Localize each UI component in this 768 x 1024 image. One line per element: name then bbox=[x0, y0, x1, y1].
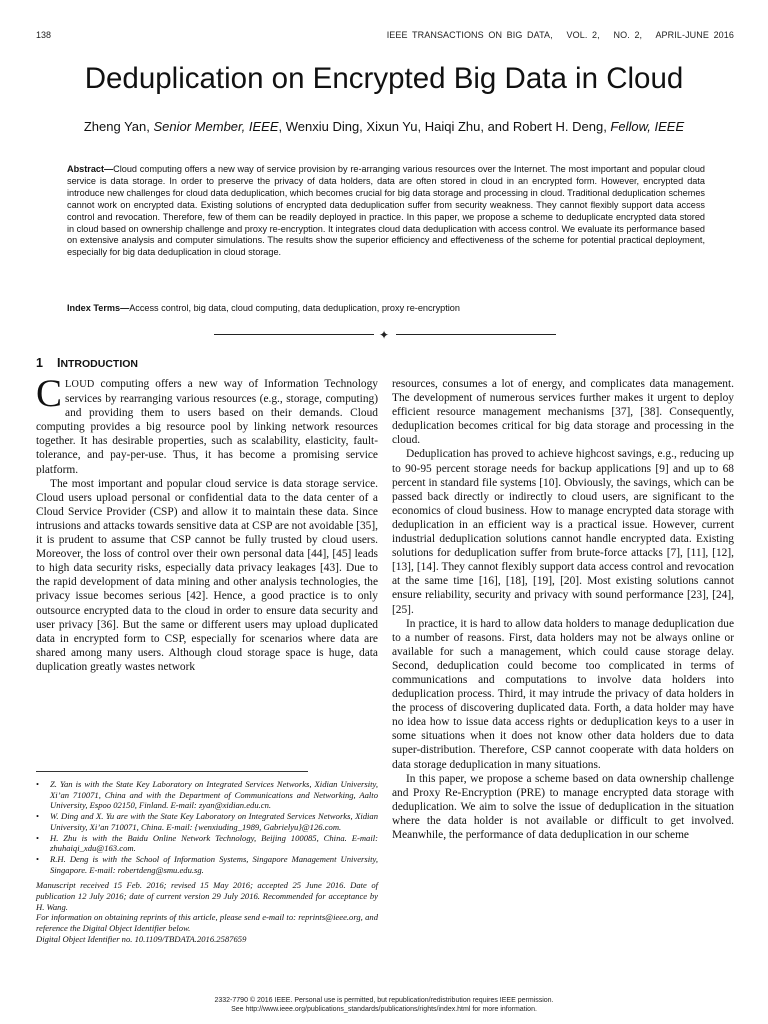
paragraph-text: computing offers a new way of Information Technology services by rearranging various resources (e.g., storage, computing) and providing them to users based on their demands. Cloud computing provides a big resource pool by linking network resources together. It has desirable properties, such as scalability, elasticity, fault-tolerance, and pay-per-use. Thus, it has become a promising service platform. bbox=[36, 378, 378, 476]
doi-line: Digital Object Identifier no. 10.1109/TBDATA.2016.2587659 bbox=[36, 933, 247, 944]
bullet-icon: • bbox=[36, 832, 40, 843]
footnote-text: H. Zhu is with the Baidu Online Network Technology, Beijing 100085, China. E-mail: zhuhaiqi_xdu@163.com. bbox=[50, 832, 378, 854]
rights-url-line: See http://www.ieee.org/publications_standards/publications/rights/index.html for more information. bbox=[231, 1006, 537, 1013]
body-column-right bbox=[392, 377, 734, 842]
manuscript-history: Manuscript received 15 Feb. 2016; revised 15 May 2016; accepted 25 June 2016. Date of publication 12 July 2016; date of current version 29 July 2016. Recommended for acceptance by H. Wang. bbox=[36, 880, 378, 912]
reprints-note: For information on obtaining reprints of this article, please send e-mail to: reprints@ieee.org, and reference the Digital Object Identifier below. bbox=[36, 912, 378, 934]
paragraph bbox=[36, 372, 378, 477]
paper-title: Deduplication on Encrypted Big Data in Cloud bbox=[84, 62, 684, 95]
paragraph: The most important and popular cloud service is data storage service. Cloud users upload personal or confidential data to the data center of a Cloud Service Provider (CSP) and allow it to maintain these data. Since intrusions and attacks towards sensitive data at CSP are not avoidable [35], it is prudent to assume that CSP cannot be fully trusted by cloud users. Moreover, the loss of control over their own personal data [44], [45] leads to high data security risks, especially data privacy leakages [43]. Due to the rapid development of data mining and other analysis technologies, the privacy issue becomes serious [42]. Hence, a good practice is to only outsource encrypted data to the cloud in order to ensure data security and user privacy [36]. But the same or different users may upload duplicated data in encrypted form to CSP, especially for scenarios where data are shared among many users. Although cloud storage space is huge, data duplication greatly wastes network bbox=[36, 477, 378, 673]
copyright-footer bbox=[0, 996, 768, 1014]
index-terms bbox=[67, 302, 705, 314]
footnote-affiliation bbox=[36, 779, 378, 811]
index-terms-label: Index Terms— bbox=[67, 303, 130, 313]
author-1-role: Senior Member, IEEE bbox=[153, 119, 279, 134]
author-list bbox=[0, 119, 768, 134]
footnote-rule bbox=[36, 771, 308, 772]
footnotes bbox=[36, 779, 378, 945]
divider-diamond-icon: ✦ bbox=[379, 328, 390, 342]
paragraph: In practice, it is hard to allow data holders to manage deduplication due to a number of reasons. First, data holders may not be always online or available for such a management, which could cause storage delay. Second, deduplication could become too complicated in terms of communications and computations to involve data holders into deduplication process. Third, it may intrude the privacy of data holders in the process of discovering duplicated data. Forth, a data holder may have no idea how to issue data access rights or deduplication keys to a user in some situations when it does not know other data holders due to data super-distribution. Therefore, CSP cannot cooperate with data holders on data storage deduplication in many situations. bbox=[392, 617, 734, 771]
copyright-line: 2332-7790 © 2016 IEEE. Personal use is permitted, but republication/redistribution requires IEEE permission. bbox=[214, 997, 554, 1004]
bullet-icon: • bbox=[36, 779, 40, 789]
page-number: 138 bbox=[36, 30, 52, 40]
running-header: IEEE TRANSACTIONS ON BIG DATA, VOL. 2, NO. 2, APRIL-JUNE 2016 bbox=[386, 30, 734, 40]
section-number: 1 bbox=[36, 356, 43, 370]
footnote-text: Z. Yan is with the State Key Laboratory on Integrated Services Networks, Xidian University, Xi’an 710071, China and with the Department of Communications and Networking, Aalto University, Espoo 02150, Finland. E-mail: zyan@xidian.edu.cn. bbox=[50, 779, 378, 811]
paragraph: In this paper, we propose a scheme based on data ownership challenge and Proxy Re-Encryption (PRE) to manage encrypted data storage with deduplication. We aim to solve the issue of deduplication in the situation where the data holder is not available or difficult to get involved. Meanwhile, the performance of data deduplication in our scheme bbox=[392, 772, 734, 841]
footnote-text: R.H. Deng is with the School of Information Systems, Singapore Management University, Singapore. E-mail: robertdeng@smu.edu.sg. bbox=[50, 853, 378, 875]
body-column-left bbox=[36, 372, 378, 674]
author-5-role: Fellow, IEEE bbox=[610, 119, 685, 134]
bullet-icon: • bbox=[36, 853, 40, 864]
section-heading bbox=[36, 356, 138, 370]
author-1: Zheng Yan, bbox=[83, 119, 154, 134]
section-title-rest: NTRODUCTION bbox=[60, 358, 139, 370]
drop-cap: C bbox=[36, 372, 63, 415]
bullet-icon: • bbox=[36, 811, 40, 822]
section-divider bbox=[214, 329, 556, 341]
section-title-initial: I bbox=[56, 356, 61, 370]
smallcaps-word: LOUD bbox=[65, 379, 95, 390]
abstract-text: Cloud computing offers a new way of service provision by re-arranging various resources over the Internet. The most important and popular cloud service is data storage. In order to preserve the privacy of data holders, data are often stored in cloud in an encrypted form. However, encrypted data introduce new challenges for cloud data deduplication, which becomes crucial for big data storage and processing in cloud. Traditional deduplication schemes cannot work on encrypted data. Existing solutions of encrypted data deduplication suffer from security weakness. They cannot flexibly support data access control and revocation. Therefore, few of them can be readily deployed in practice. In this paper, we propose a scheme to deduplicate encrypted data stored in cloud based on ownership challenge and proxy re-encryption. It integrates cloud data deduplication with access control. We evaluate its performance based on extensive analysis and computer simulations. The results show the superior efficiency and effectiveness of the scheme for potential practical deployment, especially for big data deduplication in cloud storage. bbox=[67, 164, 705, 258]
abstract-label: Abstract— bbox=[67, 164, 114, 174]
abstract bbox=[67, 164, 705, 259]
footnote-affiliation bbox=[36, 833, 378, 854]
footnote-affiliation bbox=[36, 854, 378, 875]
footnote-affiliation bbox=[36, 811, 378, 832]
divider-line-left bbox=[214, 334, 374, 335]
paragraph: Deduplication has proved to achieve highcost savings, e.g., reducing up to 90-95 percent storage needs for backup applications [9] and up to 68 percent in standard file systems [10]. Obviously, the savings, which can be passed back directly or indirectly to cloud users, are significant to the economics of cloud business. How to manage encrypted data storage with deduplication in an efficient way is a practical issue. However, current industrial deduplication solutions cannot handle encrypted data. Existing solutions for deduplication suffer from brute-force attacks [7], [11], [12], [13], [14]. They cannot flexibly support data access control and revocation at the same time [16], [18], [19], [20]. Most existing solutions cannot ensure reliability, security and privacy with sound performance [23], [24], [25]. bbox=[392, 448, 734, 616]
divider-line-right bbox=[396, 334, 556, 335]
footnote-text: W. Ding and X. Yu are with the State Key Laboratory on Integrated Services Networks, Xidian University, Xi’an 710071, China. E-mail: {wenxiuding_1989, Gabrielyu}@126.com. bbox=[50, 811, 378, 832]
authors-middle: , Wenxiu Ding, Xixun Yu, Haiqi Zhu, and Robert H. Deng, bbox=[278, 119, 611, 134]
index-terms-text: Access control, big data, cloud computing, data deduplication, proxy re-encryption bbox=[129, 303, 460, 313]
paragraph: resources, consumes a lot of energy, and complicates data management. The development of numerous services further makes it urgent to deploy efficient resource management mechanisms [37], [38]. Consequently, deduplication becomes critical for big data storage and processing in the cloud. bbox=[392, 378, 734, 447]
